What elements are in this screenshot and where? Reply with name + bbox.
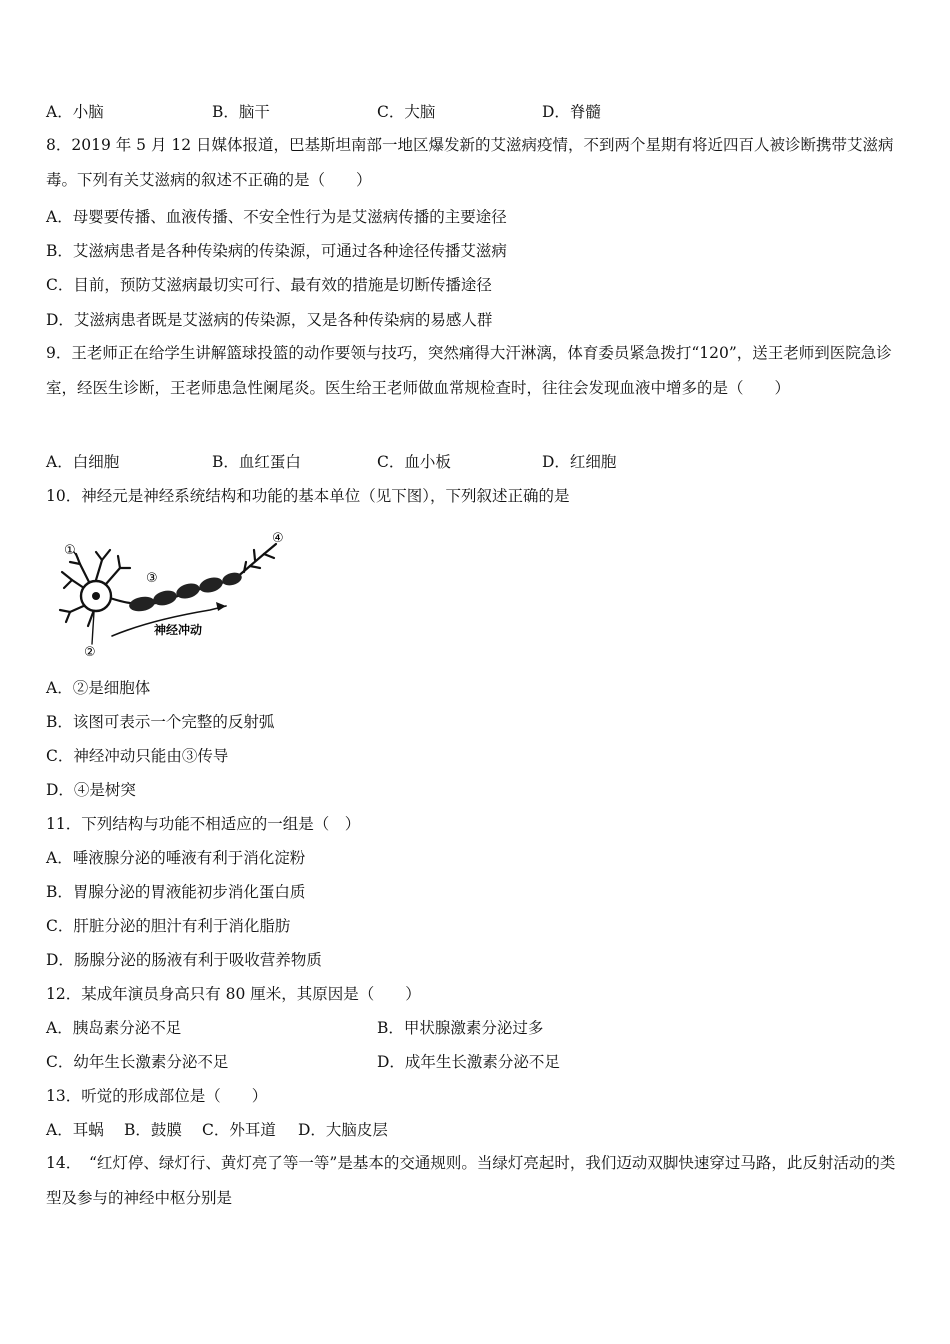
option-b: B．甲状腺激素分泌过多 bbox=[377, 1019, 544, 1037]
q8-option-d: D．艾滋病患者既是艾滋病的传染源，又是各种传染病的易感人群 bbox=[46, 311, 493, 329]
dendrite-6 bbox=[96, 552, 102, 560]
terminal-3 bbox=[254, 550, 255, 560]
option-d: D．成年生长激素分泌不足 bbox=[377, 1053, 560, 1071]
option-b: B．鼓膜 bbox=[124, 1121, 182, 1139]
q11-option-a: A．唾液腺分泌的唾液有利于消化淀粉 bbox=[46, 849, 306, 867]
q10-option-c: C．神经冲动只能由③传导 bbox=[46, 747, 229, 765]
q11-option-d: D．肠腺分泌的肠液有利于吸收营养物质 bbox=[46, 951, 322, 969]
option-d: D．脊髓 bbox=[542, 103, 601, 121]
label-1: ① bbox=[64, 543, 76, 558]
option-a: A．耳蜗 bbox=[46, 1121, 104, 1139]
impulse-caption: 神经冲动 bbox=[154, 623, 203, 637]
option-a: A．白细胞 bbox=[46, 453, 120, 471]
q10-option-b: B．该图可表示一个完整的反射弧 bbox=[46, 713, 275, 731]
option-c: C．血小板 bbox=[377, 453, 451, 471]
label-4: ④ bbox=[272, 531, 284, 546]
option-d: D．红细胞 bbox=[542, 453, 617, 471]
q12-stem: 12．某成年演员身高只有 80 厘米，其原因是（ ） bbox=[46, 985, 421, 1003]
q8-option-c: C．目前，预防艾滋病最切实可行、最有效的措施是切断传播途径 bbox=[46, 276, 492, 294]
neuron-figure bbox=[50, 522, 300, 662]
arrow-head bbox=[216, 602, 226, 611]
option-c: C．外耳道 bbox=[202, 1121, 276, 1139]
q13-stem: 13．听觉的形成部位是（ ） bbox=[46, 1087, 268, 1105]
option-c: C．幼年生长激素分泌不足 bbox=[46, 1053, 229, 1071]
option-a: A．胰岛素分泌不足 bbox=[46, 1019, 182, 1037]
option-a: A．小脑 bbox=[46, 103, 104, 121]
q11-option-c: C．肝脏分泌的胆汁有利于消化脂肪 bbox=[46, 917, 291, 935]
q10-option-a: A．②是细胞体 bbox=[46, 679, 151, 697]
q8-stem: 8．2019 年 5 月 12 日媒体报道，巴基斯坦南部一地区爆发新的艾滋病疫情，不到两个星期有将近四百人被诊断携带艾滋病毒。下列有关艾滋病的叙述不正确的是（ ） bbox=[46, 136, 894, 189]
nucleus bbox=[92, 592, 100, 600]
terminal-2 bbox=[250, 566, 260, 568]
q8-option-b: B．艾滋病患者是各种传染病的传染源，可通过各种途径传播艾滋病 bbox=[46, 242, 507, 260]
option-b: B．血红蛋白 bbox=[212, 453, 301, 471]
dendrite-8 bbox=[118, 556, 120, 568]
label-2: ② bbox=[84, 645, 96, 660]
myelin-segment bbox=[152, 588, 179, 607]
q14-stem: 14． “红灯停、绿灯行、黄灯亮了等一等”是基本的交通规则。当绿灯亮起时，我们迈动双脚快速穿过马路，此反射活动的类型及参与的神经中枢分别是 bbox=[46, 1154, 896, 1207]
myelin-segment bbox=[198, 575, 225, 595]
option-c: C．大脑 bbox=[377, 103, 436, 121]
q8-option-a: A．母婴要传播、血液传播、不安全性行为是艾滋病传播的主要途径 bbox=[46, 208, 507, 226]
myelin-segment bbox=[175, 581, 202, 601]
label-3: ③ bbox=[146, 571, 158, 586]
q11-stem: 11．下列结构与功能不相适应的一组是（ ） bbox=[46, 815, 361, 833]
q10-option-d: D．④是树突 bbox=[46, 781, 136, 799]
q11-option-b: B．胃腺分泌的胃液能初步消化蛋白质 bbox=[46, 883, 306, 901]
dendrite-2 bbox=[64, 580, 72, 588]
option-b: B．脑干 bbox=[212, 103, 270, 121]
myelin-segment bbox=[221, 570, 244, 587]
myelin-segment bbox=[128, 595, 156, 613]
dendrite-10 bbox=[66, 612, 70, 622]
q9-stem: 9．王老师正在给学生讲解篮球投篮的动作要领与技巧，突然痛得大汗淋漓，体育委员紧急拨打“120”，送王老师到医院急诊室，经医生诊断，王老师患急性阑尾炎。医生给王老师做血常规检查时，往往会发现血液中增多的是（ ） bbox=[46, 344, 892, 397]
dendrite-7 bbox=[106, 568, 130, 584]
terminal-5 bbox=[264, 554, 274, 558]
option-d: D．大脑皮层 bbox=[298, 1121, 388, 1139]
q10-stem: 10．神经元是神经系统结构和功能的基本单位（见下图），下列叙述正确的是 bbox=[46, 487, 570, 505]
